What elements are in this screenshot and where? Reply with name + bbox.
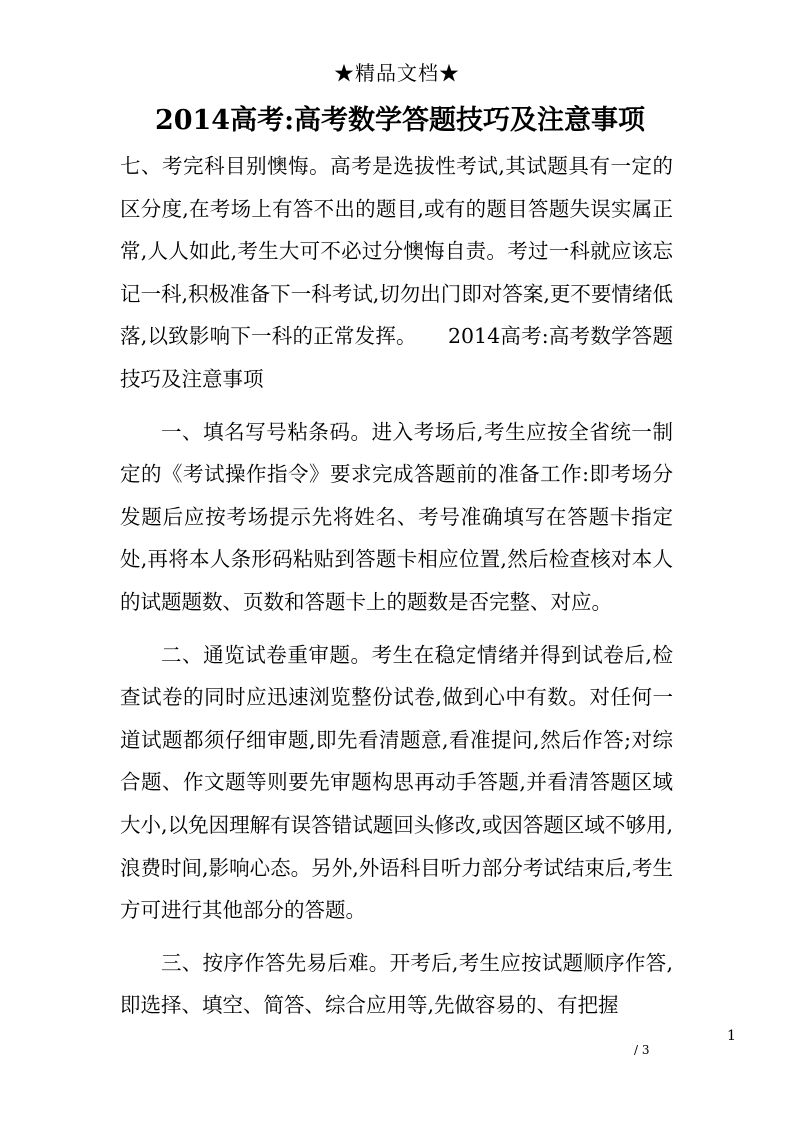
document-header-label: ★精品文档★ [334, 61, 460, 85]
paragraph-1: 七、考完科目别懊悔。高考是选拔性考试,其试题具有一定的区分度,在考场上有答不出的题目,或有的题目答题失误实属正常,人人如此,考生大可不必过分懊悔自责。考过一科就应该忘记一科,积极准备下一科考试,切勿出门即对答案,更不要情绪低落,以致影响下一科的正常发挥。 2014高考:高考数学答题技巧及注意事项 [120, 154, 673, 391]
paragraph-2: 一、填名写号粘条码。进入考场后,考生应按全省统一制定的《考试操作指令》要求完成答题前的准备工作:即考场分发题后应按考场提示先将姓名、考号准确填写在答题卡指定处,再将本人条形码粘贴到答题卡相应位置,然后检查核对本人的试题题数、页数和答题卡上的题数是否完整、对应。 [120, 419, 673, 614]
paragraph-3: 二、通览试卷重审题。考生在稳定情绪并得到试卷后,检查试卷的同时应迅速浏览整份试卷,做到心中有数。对任何一道试题都须仔细审题,即先看清题意,看准提问,然后作答;对综合题、作文题等则要先审题构思再动手答题,并看清答题区域大小,以免因理解有误答错试题回头修改,或因答题区域不够用,浪费时间,影响心态。另外,外语科目听力部分考试结束后,考生方可进行其他部分的答题。 [120, 642, 673, 923]
page-number: 1 [727, 1028, 736, 1044]
page-total: / 3 [634, 1043, 650, 1057]
document-body [120, 145, 673, 1027]
paragraph-4: 三、按序作答先易后难。开考后,考生应按试题顺序作答,即选择、填空、简答、综合应用等,先做容易的、有把握 [120, 950, 673, 1018]
document-title: 2014高考:高考数学答题技巧及注意事项 [154, 105, 646, 136]
